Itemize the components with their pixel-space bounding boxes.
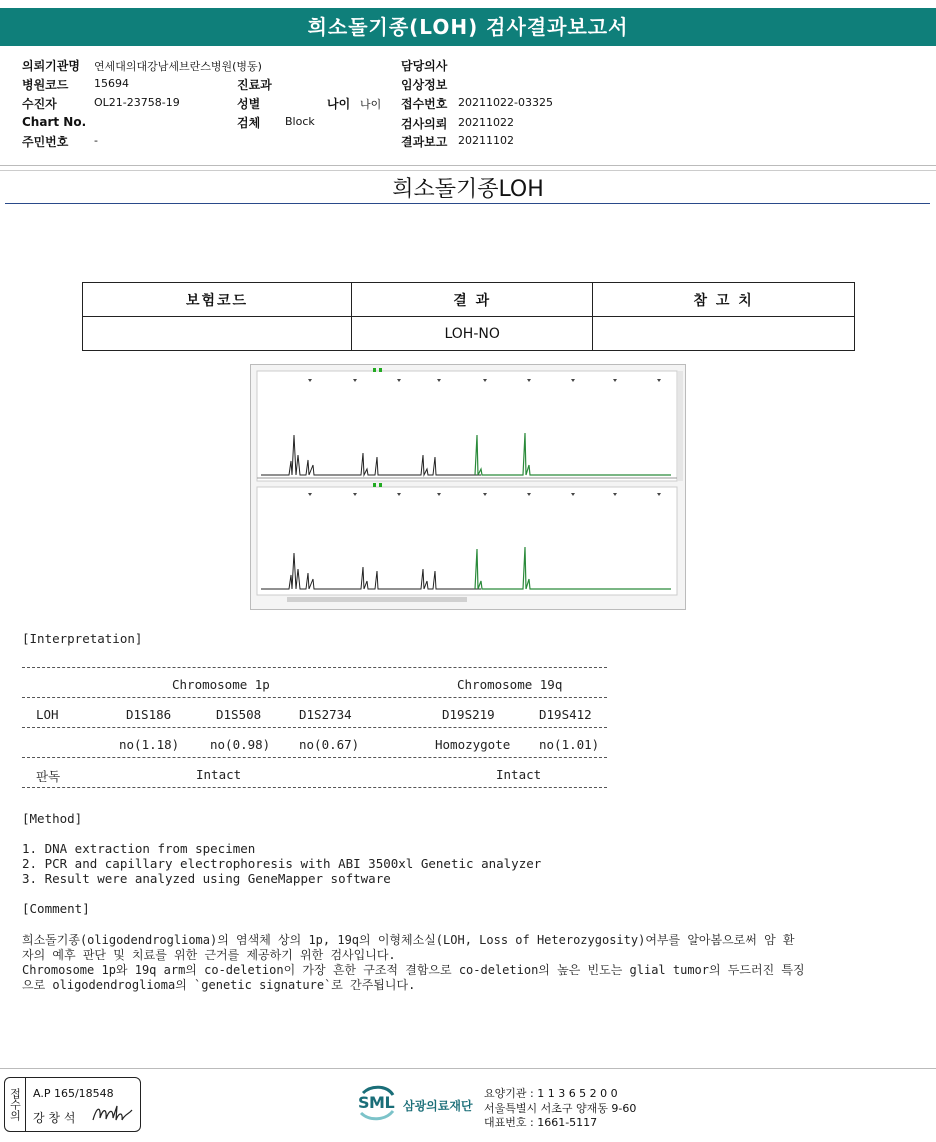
age-value: 나이 [360,98,382,111]
marker-d1s508: D1S508 [216,707,262,722]
age-label: 나이 [327,97,351,111]
result-header: 결 과 [352,283,593,317]
electropherogram-plot [251,365,685,609]
receipt-no-label: 접수번호 [401,97,448,111]
insurance-code-cell [83,317,352,351]
report-date-label: 결과보고 [401,135,448,149]
license-number: A.P 165/18548 [33,1087,114,1100]
requesting-org-label: 의뢰기관명 [22,59,80,73]
sml-logo [355,1083,399,1123]
sex-label: 성별 [237,97,261,111]
marker-d19s412: D19S412 [539,707,592,722]
comment-line-4: 으로 oligodendroglioma의 `genetic signature`로 간주됩니다. [22,978,416,992]
institution-code: 요양기관 : 1 1 3 6 5 2 0 0 [484,1087,618,1100]
result-table [82,282,855,351]
doctor-name: 강 창 석 [33,1111,76,1125]
physician-label: 담당의사 [401,59,448,73]
department-label: 진료과 [237,78,272,92]
header-divider-2 [0,170,936,171]
logo-text: SML [358,1093,395,1112]
comment-heading: [Comment] [22,901,90,916]
divider [22,727,607,728]
resident-no-value: - [94,134,98,147]
resident-no-label: 주민번호 [22,135,69,149]
hospital-code-value: 15694 [94,77,129,90]
chromosome-1p-header: Chromosome 1p [172,677,270,692]
footer-divider [0,1068,936,1069]
reference-cell [593,317,855,351]
header-divider [0,165,936,166]
method-line-3: 3. Result were analyzed using GeneMapper software [22,871,391,886]
interpretation-heading: [Interpretation] [22,631,143,646]
request-date-value: 20211022 [458,116,514,129]
handwritten-signature [91,1102,135,1126]
value-d19s412: no(1.01) [539,737,600,752]
value-d1s2734: no(0.67) [299,737,360,752]
stamp-label: 접수의 [5,1078,26,1131]
method-line-2: 2. PCR and capillary electrophoresis with ABI 3500xl Genetic analyzer [22,856,542,871]
result-cell: LOH-NO [352,317,593,351]
address: 서울특별시 서초구 양재동 9-60 [484,1102,637,1115]
value-d1s508: no(0.98) [210,737,271,752]
comment-line-3: Chromosome 1p와 19q arm의 co-deletion이 가장 흔한 구조적 결함으로 co-deletion의 높은 빈도는 glial tumor의 두드러진 특징 [22,963,805,977]
result-table-row [83,317,855,351]
patient-value: OL21-23758-19 [94,96,180,109]
value-d1s186: no(1.18) [119,737,180,752]
electropherogram-image [250,364,686,610]
divider [22,787,607,788]
report-date-value: 20211102 [458,134,514,147]
marker-d19s219: D19S219 [442,707,495,722]
specimen-value: Block [285,115,315,128]
specimen-label: 검체 [237,116,261,130]
requesting-org-value: 연세대의대강남세브란스병원(병동) [94,60,262,73]
report-title-banner: 희소돌기종(LOH) 검사결과보고서 [0,8,936,46]
method-line-1: 1. DNA extraction from specimen [22,841,256,856]
marker-d1s186: D1S186 [126,707,172,722]
phone-number: 대표번호 : 1661-5117 [484,1116,598,1129]
patient-label: 수진자 [22,97,57,111]
loh-row-label: LOH [36,707,59,722]
value-d19s219: Homozygote [435,737,511,752]
clinical-info-label: 임상정보 [401,78,448,92]
divider [22,697,607,698]
insurance-code-header: 보험코드 [83,283,352,317]
divider [22,667,607,668]
judgement-19q: Intact [496,767,542,782]
hospital-code-label: 병원코드 [22,78,69,92]
judgement-1p: Intact [196,767,242,782]
signature-stamp [4,1077,141,1132]
marker-d1s2734: D1S2734 [299,707,352,722]
method-heading: [Method] [22,811,83,826]
chromosome-19q-header: Chromosome 19q [457,677,563,692]
request-date-label: 검사의뢰 [401,117,448,131]
comment-line-1: 희소돌기종(oligodendroglioma)의 염색체 상의 1p, 19q의 이형체소실(LOH, Loss of Heterozygosity)여부를 알아봄으로써 암 환 [22,933,795,947]
section-title-underline [5,203,930,204]
section-title: 희소돌기종LOH [392,177,544,202]
comment-line-2: 자의 예후 판단 및 치료를 위한 근거를 제공하기 위한 검사입니다. [22,948,396,962]
result-table-header-row [83,283,855,317]
divider [22,757,607,758]
org-name: 삼광의료재단 [403,1099,473,1113]
chart-no-label: Chart No. [22,115,87,129]
receipt-no-value: 20211022-03325 [458,96,553,109]
reference-header: 참 고 치 [593,283,855,317]
judgement-label: 판독 [36,769,61,784]
